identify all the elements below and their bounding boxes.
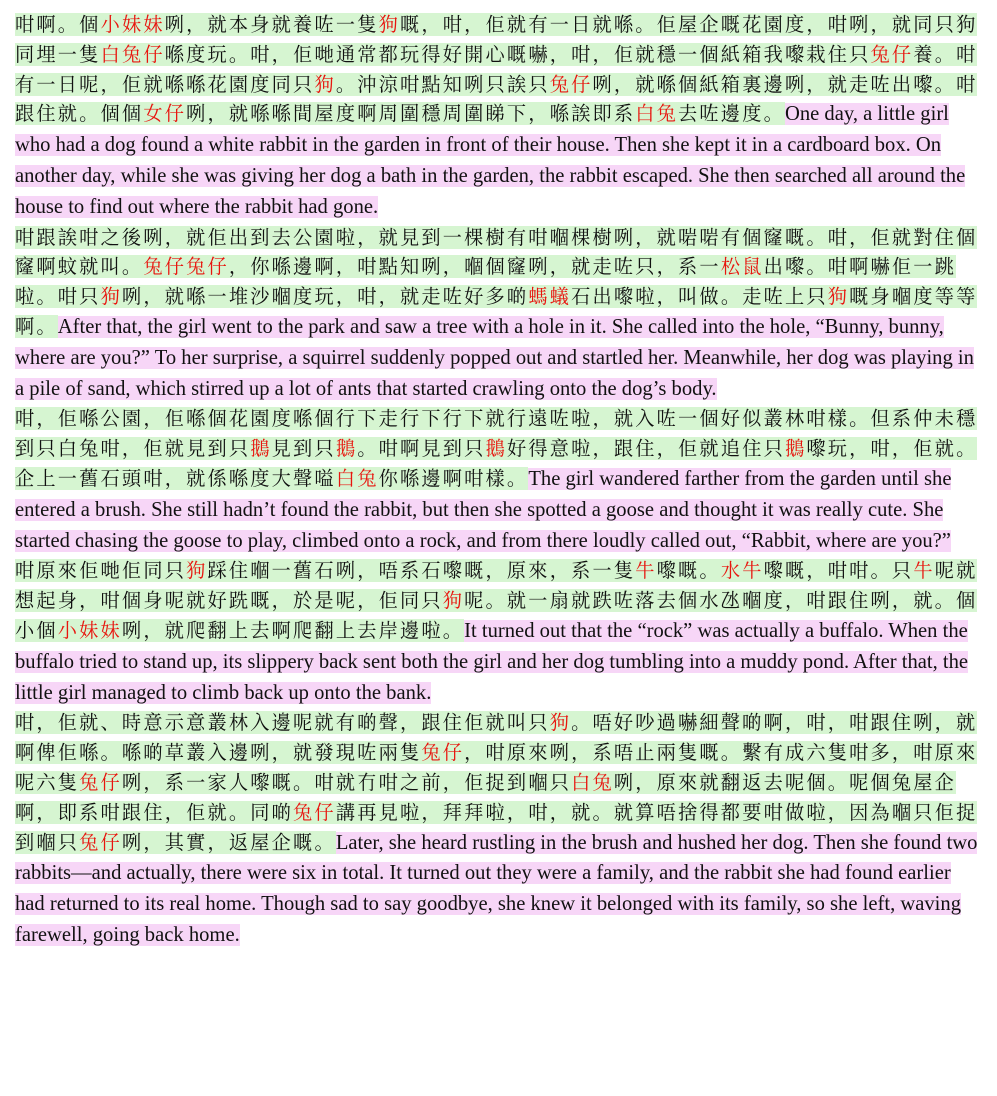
keyword-highlight: 狗: [186, 559, 208, 583]
keyword-highlight: 狗: [100, 285, 122, 309]
transcript-text: 。沖涼咁點知咧只誒只: [335, 72, 550, 96]
english-translation: One day, a little girl who had a dog found a white rabbit in the garden in front of their house. Then she kept it in a cardboard box. On another day, while she was giving her dog a bath in the garden, the rabbit escaped. She then searched all around the house to find out where the rabbit had gone.: [15, 103, 966, 218]
transcript-text: 嚟嘅，咁咁。只: [763, 559, 914, 583]
keyword-highlight: 狗: [549, 711, 572, 735]
transcript-text: 咧，就喺喺間屋度啊周圍穩周圍睇下，喺誒即系: [186, 102, 636, 126]
keyword-highlight: 狗: [442, 589, 465, 613]
bilingual-story-document: [15, 10, 983, 951]
transcript-text: 嚟玩，咁，佢就。企上一舊石頭咁，就係喺度大聲嗌: [15, 437, 978, 490]
keyword-highlight: 小妹妹: [57, 618, 122, 642]
transcript-text: 。咁啊見到只: [357, 437, 486, 461]
story-paragraph: [15, 404, 983, 556]
transcript-text: 好得意啦，跟住，佢就追住只: [506, 437, 785, 461]
keyword-highlight: 螞蟻: [528, 285, 572, 309]
keyword-highlight: 白兔仔: [100, 42, 165, 66]
keyword-highlight: 兔仔: [79, 770, 122, 794]
transcript-text: 咧，就爬翻上去啊爬翻上去岸邊啦。: [121, 618, 465, 642]
english-translation: It turned out that the “rock” was actually a buffalo. When the buffalo tried to stand up, its slippery back sent both the girl and her dog tumbling into a muddy pond. After that, the little girl managed to climb back up onto the bank.: [15, 619, 969, 704]
keyword-highlight: 鵝: [250, 437, 272, 461]
english-translation: Later, she heard rustling in the brush and hushed her dog. Then she found two rabbits—and actually, there were six in total. It turned out they were a family, and the rabbit she had found earlier had returned to its real home. Though sad to say goodbye, she knew it belonged with its family, so she left, waving farewell, going back home.: [15, 831, 978, 946]
transcript-text: 咧，其實，返屋企嘅。: [121, 830, 336, 854]
transcript-text: 嘅身嗰度等等啊。: [15, 285, 978, 338]
transcript-text: 咧，就本身就養咗一隻: [164, 13, 379, 36]
keyword-highlight: 兔仔: [549, 72, 593, 96]
transcript-text: 咧，原來就翻返去呢個。呢個兔屋企啊，即系咁跟住，佢就。同啲: [15, 770, 957, 824]
keyword-highlight: 狗: [827, 285, 850, 309]
keyword-highlight: 牛: [635, 559, 657, 583]
transcript-text: 嘅，咁，佢就有一日就喺。佢屋企嘅花園度，咁咧，就同只狗同埋一隻: [15, 13, 978, 66]
english-translation: The girl wandered farther from the garden until she entered a brush. She still hadn’t found the rabbit, but then she spotted a goose and thought it was really cute. She started chasing the goose to play, climbed onto a rock, and from there loudly called out, “Rabbit, where are you?”: [15, 467, 952, 552]
transcript-text: 去咗邊度。: [678, 102, 785, 126]
keyword-highlight: 兔仔: [421, 741, 465, 765]
keyword-highlight: 鵝: [485, 437, 507, 461]
transcript-text: ，咁原來咧，系唔止兩隻嘅。繫有成六隻咁多，咁原來呢六隻: [15, 741, 978, 794]
transcript-text: 咁啊。個: [15, 13, 101, 36]
keyword-highlight: 女仔: [143, 102, 187, 126]
keyword-highlight: 水牛: [720, 559, 764, 583]
keyword-highlight: 白兔: [571, 770, 614, 794]
transcript-text: 喺度玩。咁，佢哋通常都玩得好開心嘅嚇，咁，佢就穩一個紙箱我嚟栽住只: [164, 42, 871, 66]
story-paragraph: [15, 10, 983, 223]
transcript-text: 呢。就一扇就跌咗落去個水氹嗰度，咁跟住咧，就。個小個: [15, 589, 978, 642]
keyword-highlight: 小妹妹: [100, 13, 165, 36]
english-translation: After that, the girl went to the park and saw a tree with a hole in it. She called into the hole, “Bunny, bunny, where are you?” To her surprise, a squirrel suddenly popped out and startled her. Meanwhile, her dog was playing in a pile of sand, which stirred up a lot of ants that started crawling onto the dog’s body.: [15, 315, 974, 400]
keyword-highlight: 白兔: [635, 102, 679, 126]
transcript-text: 咁，佢喺公園，佢喺個花園度喺個行下走行下行下就行遠咗啦，就入咗一個好似叢林咁樣。但系仲未穩到只白兔咁，佢就見到只: [15, 407, 978, 461]
keyword-highlight: 兔仔: [79, 830, 122, 854]
keyword-highlight: 狗: [378, 13, 400, 36]
keyword-highlight: 鵝: [784, 437, 807, 461]
keyword-highlight: 鵝: [335, 437, 358, 461]
transcript-text: 咁原來佢哋佢同只: [15, 559, 187, 583]
transcript-text: 你喺邊啊咁樣。: [378, 466, 529, 490]
keyword-highlight: 牛: [913, 559, 935, 583]
keyword-highlight: 松鼠: [720, 255, 764, 279]
keyword-highlight: 狗: [314, 72, 336, 96]
keyword-highlight: 白兔: [335, 466, 379, 490]
keyword-highlight: 兔仔: [293, 800, 336, 824]
keyword-highlight: 兔仔: [870, 42, 914, 66]
transcript-text: 踩住嗰一舊石咧，唔系石嚟嘅，原來，系一隻: [207, 559, 636, 583]
transcript-text: 石出嚟啦，叫做。走咗上只: [571, 285, 828, 309]
transcript-text: ，你喺邊啊，咁點知咧，嗰個窿咧，就走咗只，系一: [228, 255, 721, 279]
transcript-text: 出嚟。咁啊嚇佢一跳啦。咁只: [15, 255, 957, 309]
story-paragraph: [15, 708, 983, 950]
transcript-text: 講再見啦，拜拜啦，咁，就。就算唔捨得都要咁做啦，因為嗰只佢捉到嗰只: [15, 800, 978, 854]
transcript-text: 養。咁有一日呢，佢就喺喺花園度同只: [15, 42, 978, 96]
transcript-text: 咧，就喺個紙箱裏邊咧，就走咗出嚟。咁跟住就。個個: [15, 72, 978, 126]
transcript-text: 見到只: [271, 437, 336, 461]
transcript-text: 。唔好吵過嚇細聲啲啊，咁，咁跟住咧，就啊俾佢喺。喺啲草叢入邊咧，就發現咗兩隻: [15, 711, 978, 765]
transcript-text: 咧，系一家人嚟嘅。咁就冇咁之前，佢捉到嗰只: [121, 770, 572, 794]
transcript-text: 咧，就喺一堆沙嗰度玩，咁，就走咗好多啲: [121, 285, 529, 309]
transcript-text: 呢就想起身，咁個身呢就好跣嘅，於是呢，佢同只: [15, 559, 978, 613]
transcript-text: 咁跟誒咁之後咧，就佢出到去公園啦，就見到一棵樹有咁嗰棵樹咧，就啱啱有個窿嘅。咁，佢就對住個窿啊蚊就叫。: [15, 225, 978, 279]
transcript-text: 咁，佢就、時意示意叢林入邊呢就有啲聲，跟住佢就叫只: [15, 711, 550, 735]
story-paragraph: [15, 556, 983, 708]
keyword-highlight: 兔仔兔仔: [143, 255, 229, 279]
transcript-text: 嚟嘅。: [656, 559, 721, 583]
story-paragraph: [15, 223, 983, 405]
